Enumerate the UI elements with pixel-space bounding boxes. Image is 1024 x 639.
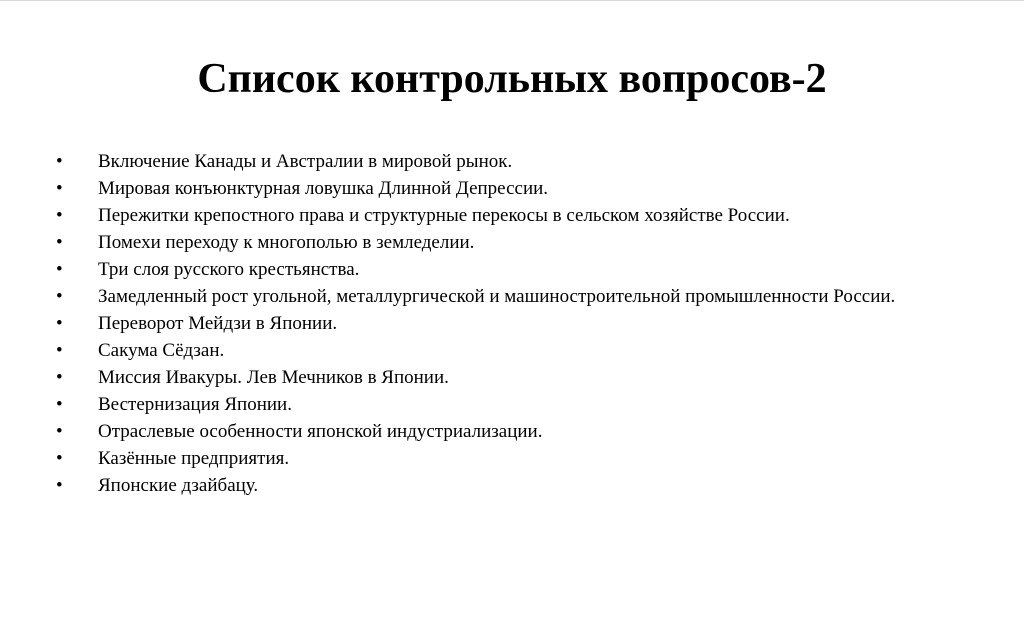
bullet-icon: •	[56, 394, 63, 415]
list-item	[56, 150, 956, 173]
bullet-icon: •	[56, 286, 63, 307]
bullet-icon: •	[56, 178, 63, 199]
bullet-icon: •	[56, 475, 63, 496]
bullet-icon: •	[56, 448, 63, 469]
bullet-icon: •	[56, 421, 63, 442]
bullet-icon: •	[56, 259, 63, 280]
list-item	[56, 393, 956, 416]
list-item	[56, 312, 956, 335]
list-item-text: Мировая конъюнктурная ловушка Длинной Депрессии.	[98, 178, 549, 199]
list-item	[56, 258, 956, 281]
list-item-text: Вестернизация Японии.	[98, 394, 292, 415]
slide-top-border	[0, 0, 1024, 1]
list-item	[56, 231, 956, 254]
slide-title: Список контрольных вопросов-2	[197, 56, 827, 102]
list-item-text: Японские дзайбацу.	[98, 475, 259, 496]
list-item	[56, 339, 956, 362]
list-item-text: Пережитки крепостного права и структурные перекосы в сельском хозяйстве России.	[98, 205, 790, 226]
list-item-text: Включение Канады и Австралии в мировой рынок.	[98, 151, 513, 172]
list-item-text: Помехи переходу к многополью в земледелии.	[98, 232, 475, 253]
list-item	[56, 285, 956, 308]
bullet-icon: •	[56, 313, 63, 334]
bullet-icon: •	[56, 367, 63, 388]
list-item	[56, 177, 956, 200]
list-item-text: Сакума Сёдзан.	[98, 340, 225, 361]
bullet-icon: •	[56, 232, 63, 253]
question-list	[56, 150, 956, 501]
list-item	[56, 204, 956, 227]
list-item	[56, 420, 956, 443]
bullet-icon: •	[56, 340, 63, 361]
list-item-text: Казённые предприятия.	[98, 448, 290, 469]
list-item-text: Три слоя русского крестьянства.	[98, 259, 360, 280]
bullet-icon: •	[56, 151, 63, 172]
list-item	[56, 366, 956, 389]
bullet-icon: •	[56, 205, 63, 226]
list-item-text: Отраслевые особенности японской индустриализации.	[98, 421, 543, 442]
list-item	[56, 474, 956, 497]
list-item-text: Переворот Мейдзи в Японии.	[98, 313, 338, 334]
list-item	[56, 447, 956, 470]
list-item-text: Замедленный рост угольной, металлургической и машиностроительной промышленности России.	[98, 286, 896, 307]
list-item-text: Миссия Ивакуры. Лев Мечников в Японии.	[98, 367, 449, 388]
